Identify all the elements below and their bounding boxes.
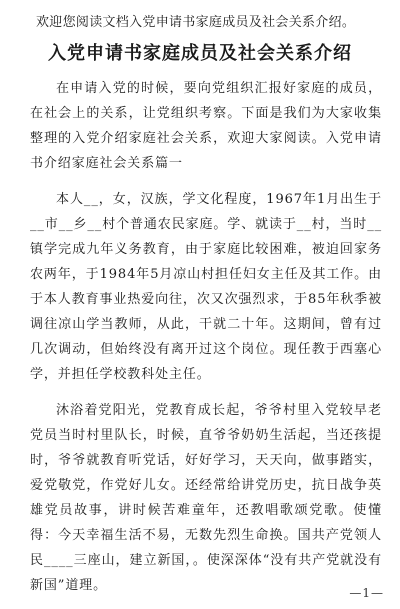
document-body bbox=[30, 76, 382, 609]
intro-line: 欢迎您阅读文档入党申请书家庭成员及社会关系介绍。 bbox=[36, 15, 356, 30]
page-number: —1— bbox=[349, 586, 384, 600]
paragraph: 本人__，女，汉族，学文化程度，1967年1月出生于__市__乡__村个普通农民家庭。学、就读于__村，当时__镇学完成九年义务教育，由于家庭比较困难，被迫回家务农两年，于1984年5月凉山村担任妇女主任及其工作。由于本人教育事业热爱向往，次又次强烈求，于85年秋季被调往凉山学当教师，从此，干就二十年。这期间，曾有过几次调动，但始终没有离开过这个岗位。现任教于西塞心学，并担任学校教科处主任。 bbox=[30, 192, 383, 382]
document-title: 入党申请书家庭成员及社会关系介绍 bbox=[48, 43, 352, 64]
paragraph: 沐浴着党阳光，党教育成长起，爷爷村里入党较早老党员当时村里队长，时候，直爷爷奶奶生活起，当还孩提时，爷爷就教育听党话，好好学习，天天向，做事踏实，爱党敬党，作党好儿女。还经常给讲党历史，抗日战争英雄党员故事，讲时候苦难童年，还教唱歌颂党歌。使懂得：今天幸福生活不易，无数先烈生命换。国共产党领人民____三座山，建立新国，。使深深体“没有共产党就没有新国”道理。 bbox=[30, 403, 382, 593]
paragraph: 在申请入党的时候，要向党组织汇报好家庭的成员，在社会上的关系，让党组织考察。下面是我们为大家收集整理的入党介绍家庭社会关系，欢迎大家阅读。入党申请书介绍家庭社会关系篇一 bbox=[30, 81, 382, 171]
